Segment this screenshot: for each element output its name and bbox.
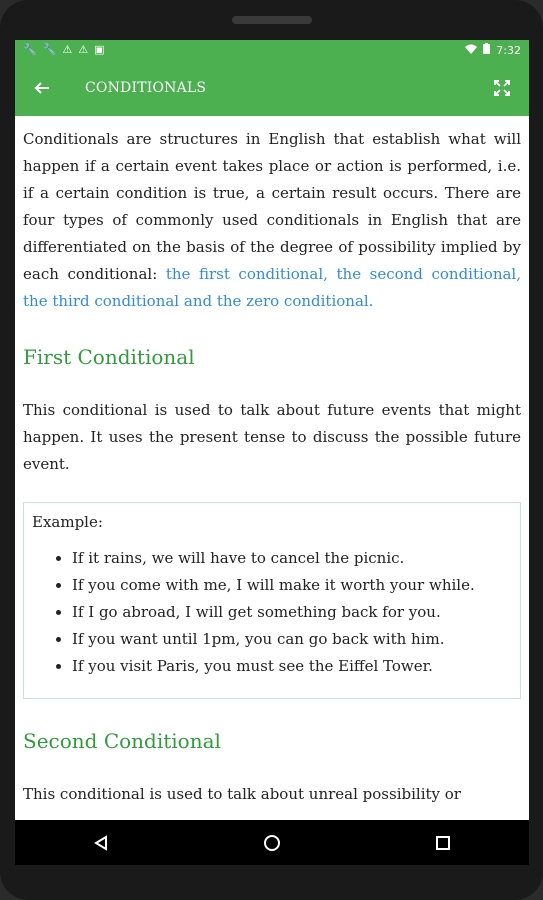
warning-icon: ⚠ [62, 43, 73, 56]
nav-back-icon[interactable] [71, 823, 131, 863]
android-icon: ▣ [94, 43, 105, 56]
navigation-bar [15, 820, 529, 865]
list-item: • If you want until 1pm, you can go back with him. [72, 626, 512, 653]
page-title: CONDITIONALS [85, 80, 207, 96]
list-item: • If you come with me, I will make it worth your while. [72, 572, 512, 599]
example-label: Example: [32, 513, 103, 531]
second-conditional-heading: Second Conditional [23, 729, 221, 753]
nav-recents-icon[interactable] [413, 823, 473, 863]
wrench-icon: 🔧 [23, 43, 37, 56]
clock-time: 7:32 [496, 43, 521, 57]
back-arrow-icon[interactable] [27, 73, 57, 103]
example-box [23, 502, 521, 699]
first-conditional-heading: First Conditional [23, 345, 195, 369]
second-conditional-text: This conditional is used to talk about unreal possibility or [23, 785, 461, 803]
list-item: • If I go abroad, I will get something back for you. [72, 599, 512, 626]
intro-text: Conditionals are structures in English that establish what will happen if a certain event takes place or action is performed, i.e. if a certain condition is true, a certain result occurs. There are four types of commonly used conditionals in English that are differentiated on the basis of the degree of possibility implied by each conditional: [23, 130, 521, 283]
first-conditional-text: This conditional is used to talk about future events that might happen. It uses the present tense to discuss the possible future event. [23, 401, 521, 473]
nav-home-icon[interactable] [242, 823, 302, 863]
screen [15, 40, 529, 820]
intro-paragraph [23, 126, 521, 315]
notification-icons [23, 44, 105, 56]
speaker-grille [232, 16, 312, 24]
example-list [32, 545, 512, 680]
wrench-icon: 🔧 [42, 43, 57, 56]
warning-icon: ⚠ [78, 43, 89, 56]
app-bar [15, 60, 529, 116]
list-item: • If you visit Paris, you must see the Eiffel Tower. [72, 653, 512, 680]
status-bar [15, 40, 529, 60]
battery-icon [483, 43, 490, 57]
article-content [15, 116, 529, 808]
wifi-icon [465, 44, 477, 57]
fullscreen-icon[interactable] [487, 73, 517, 103]
status-right [465, 43, 521, 57]
intro-link[interactable]: the first conditional, the second conditional, the third conditional and the zero conditional. [23, 265, 521, 310]
list-item: • If it rains, we will have to cancel the picnic. [72, 545, 512, 572]
